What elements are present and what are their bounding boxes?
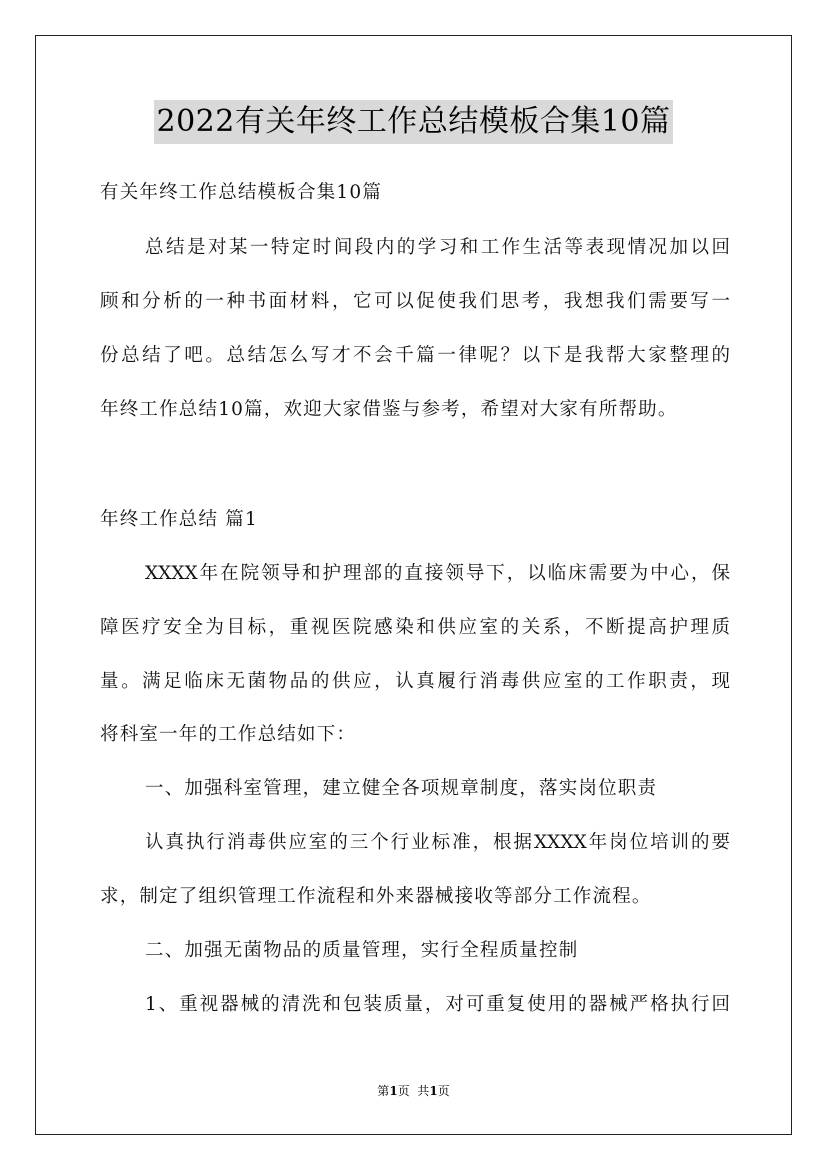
subheading-line: 一、加强科室管理，建立健全各项规章制度，落实岗位职责 xyxy=(145,778,658,799)
paragraph-line: 障医疗安全为目标，重视医院感染和供应室的关系，不断提高护理质 xyxy=(100,617,730,638)
paragraph-line: 年终工作总结10篇，欢迎大家借鉴与参考，希望对大家有所帮助。 xyxy=(100,399,678,420)
document-title: 2022有关年终工作总结模板合集10篇 xyxy=(154,100,672,144)
paragraph-line: XXXX年在院领导和护理部的直接领导下，以临床需要为中心，保 xyxy=(145,563,730,584)
paragraph-line: 份总结了吧。总结怎么写才不会千篇一律呢？以下是我帮大家整理的 xyxy=(100,345,730,366)
paragraph-line: 顾和分析的一种书面材料，它可以促使我们思考，我想我们需要写一 xyxy=(100,291,730,312)
title-container xyxy=(0,100,827,144)
footer-total-pages: 1 xyxy=(429,1084,438,1098)
paragraph-line: 认真执行消毒供应室的三个行业标准，根据XXXX年岗位培训的要 xyxy=(145,832,730,853)
footer-mid: 页 共 xyxy=(397,1084,430,1098)
subheading-line: 二、加强无菌物品的质量管理，实行全程质量控制 xyxy=(145,940,579,961)
page-footer xyxy=(0,1083,827,1099)
subtitle-line: 有关年终工作总结模板合集10篇 xyxy=(100,182,383,203)
paragraph-line: 总结是对某一特定时间段内的学习和工作生活等表现情况加以回 xyxy=(145,237,730,258)
paragraph-line: 量。满足临床无菌物品的供应，认真履行消毒供应室的工作职责，现 xyxy=(100,671,730,692)
section-heading: 年终工作总结 篇1 xyxy=(100,509,258,530)
footer-prefix: 第 xyxy=(377,1084,390,1098)
paragraph-line: 将科室一年的工作总结如下： xyxy=(100,724,357,745)
paragraph-line: 求，制定了组织管理工作流程和外来器械接收等部分工作流程。 xyxy=(100,886,652,907)
footer-current-page: 1 xyxy=(389,1084,398,1098)
footer-suffix: 页 xyxy=(437,1084,450,1098)
paragraph-line: 1、重视器械的清洗和包装质量，对可重复使用的器械严格执行回 xyxy=(145,994,730,1015)
